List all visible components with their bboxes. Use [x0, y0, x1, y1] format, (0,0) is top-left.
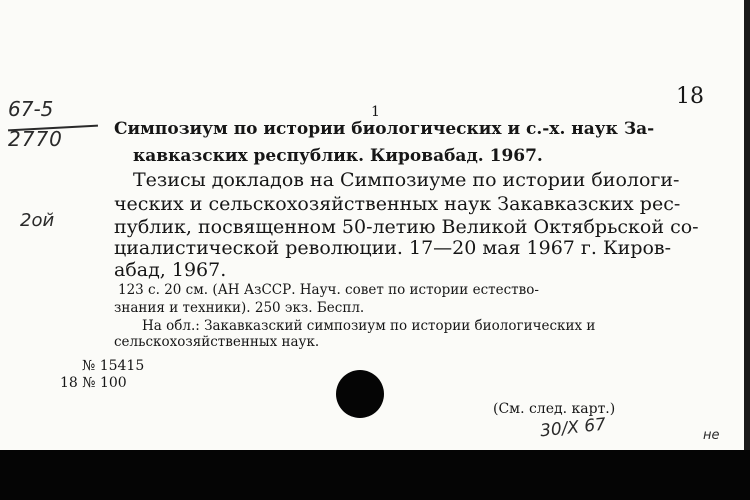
details-line-1: 123 с. 20 см. (АН АзССР. Науч. совет по истории естество-: [118, 282, 539, 298]
description-line-1: Тезисы докладов на Симпозиуме по истории биологи-: [133, 169, 680, 191]
handwritten-date: 30/Х 67: [539, 414, 607, 442]
description-line-3: публик, посвященном 50-летию Великой Октябрьской со-: [114, 216, 699, 238]
details-line-4: сельскохозяйственных наук.: [114, 334, 320, 350]
description-line-4: циалистической революции. 17—20 мая 1967 г. Киров-: [114, 237, 672, 259]
details-line-2: знания и техники). 250 экз. Беспл.: [114, 300, 365, 316]
title-line-1: Симпозиум по истории биологических и с.-х. наук За-: [114, 119, 655, 139]
card-edge-shadow: [744, 0, 750, 450]
continued-note: (См. след. карт.): [493, 401, 616, 417]
punch-hole: [336, 370, 384, 418]
title-line-2: кавказских республик. Кировабад. 1967.: [133, 146, 543, 166]
shelf-mark-bottom: 2770: [8, 127, 63, 151]
record-number-1: № 15415: [82, 358, 145, 374]
record-number-2: 18 № 100: [60, 375, 127, 391]
shelf-mark-top: 67-5: [8, 97, 54, 121]
handwritten-tail: не: [703, 428, 720, 443]
description-line-2: ческих и сельскохозяйственных наук Закавказских рес-: [114, 193, 681, 215]
details-line-3: На обл.: Закавказский симпозиум по истории биологических и: [142, 318, 596, 334]
card-number: 18: [676, 84, 704, 109]
description-line-5: абад, 1967.: [114, 259, 227, 281]
small-mark: 1: [371, 104, 380, 120]
scan-border: [0, 450, 750, 500]
margin-note: 2ой: [20, 210, 55, 231]
